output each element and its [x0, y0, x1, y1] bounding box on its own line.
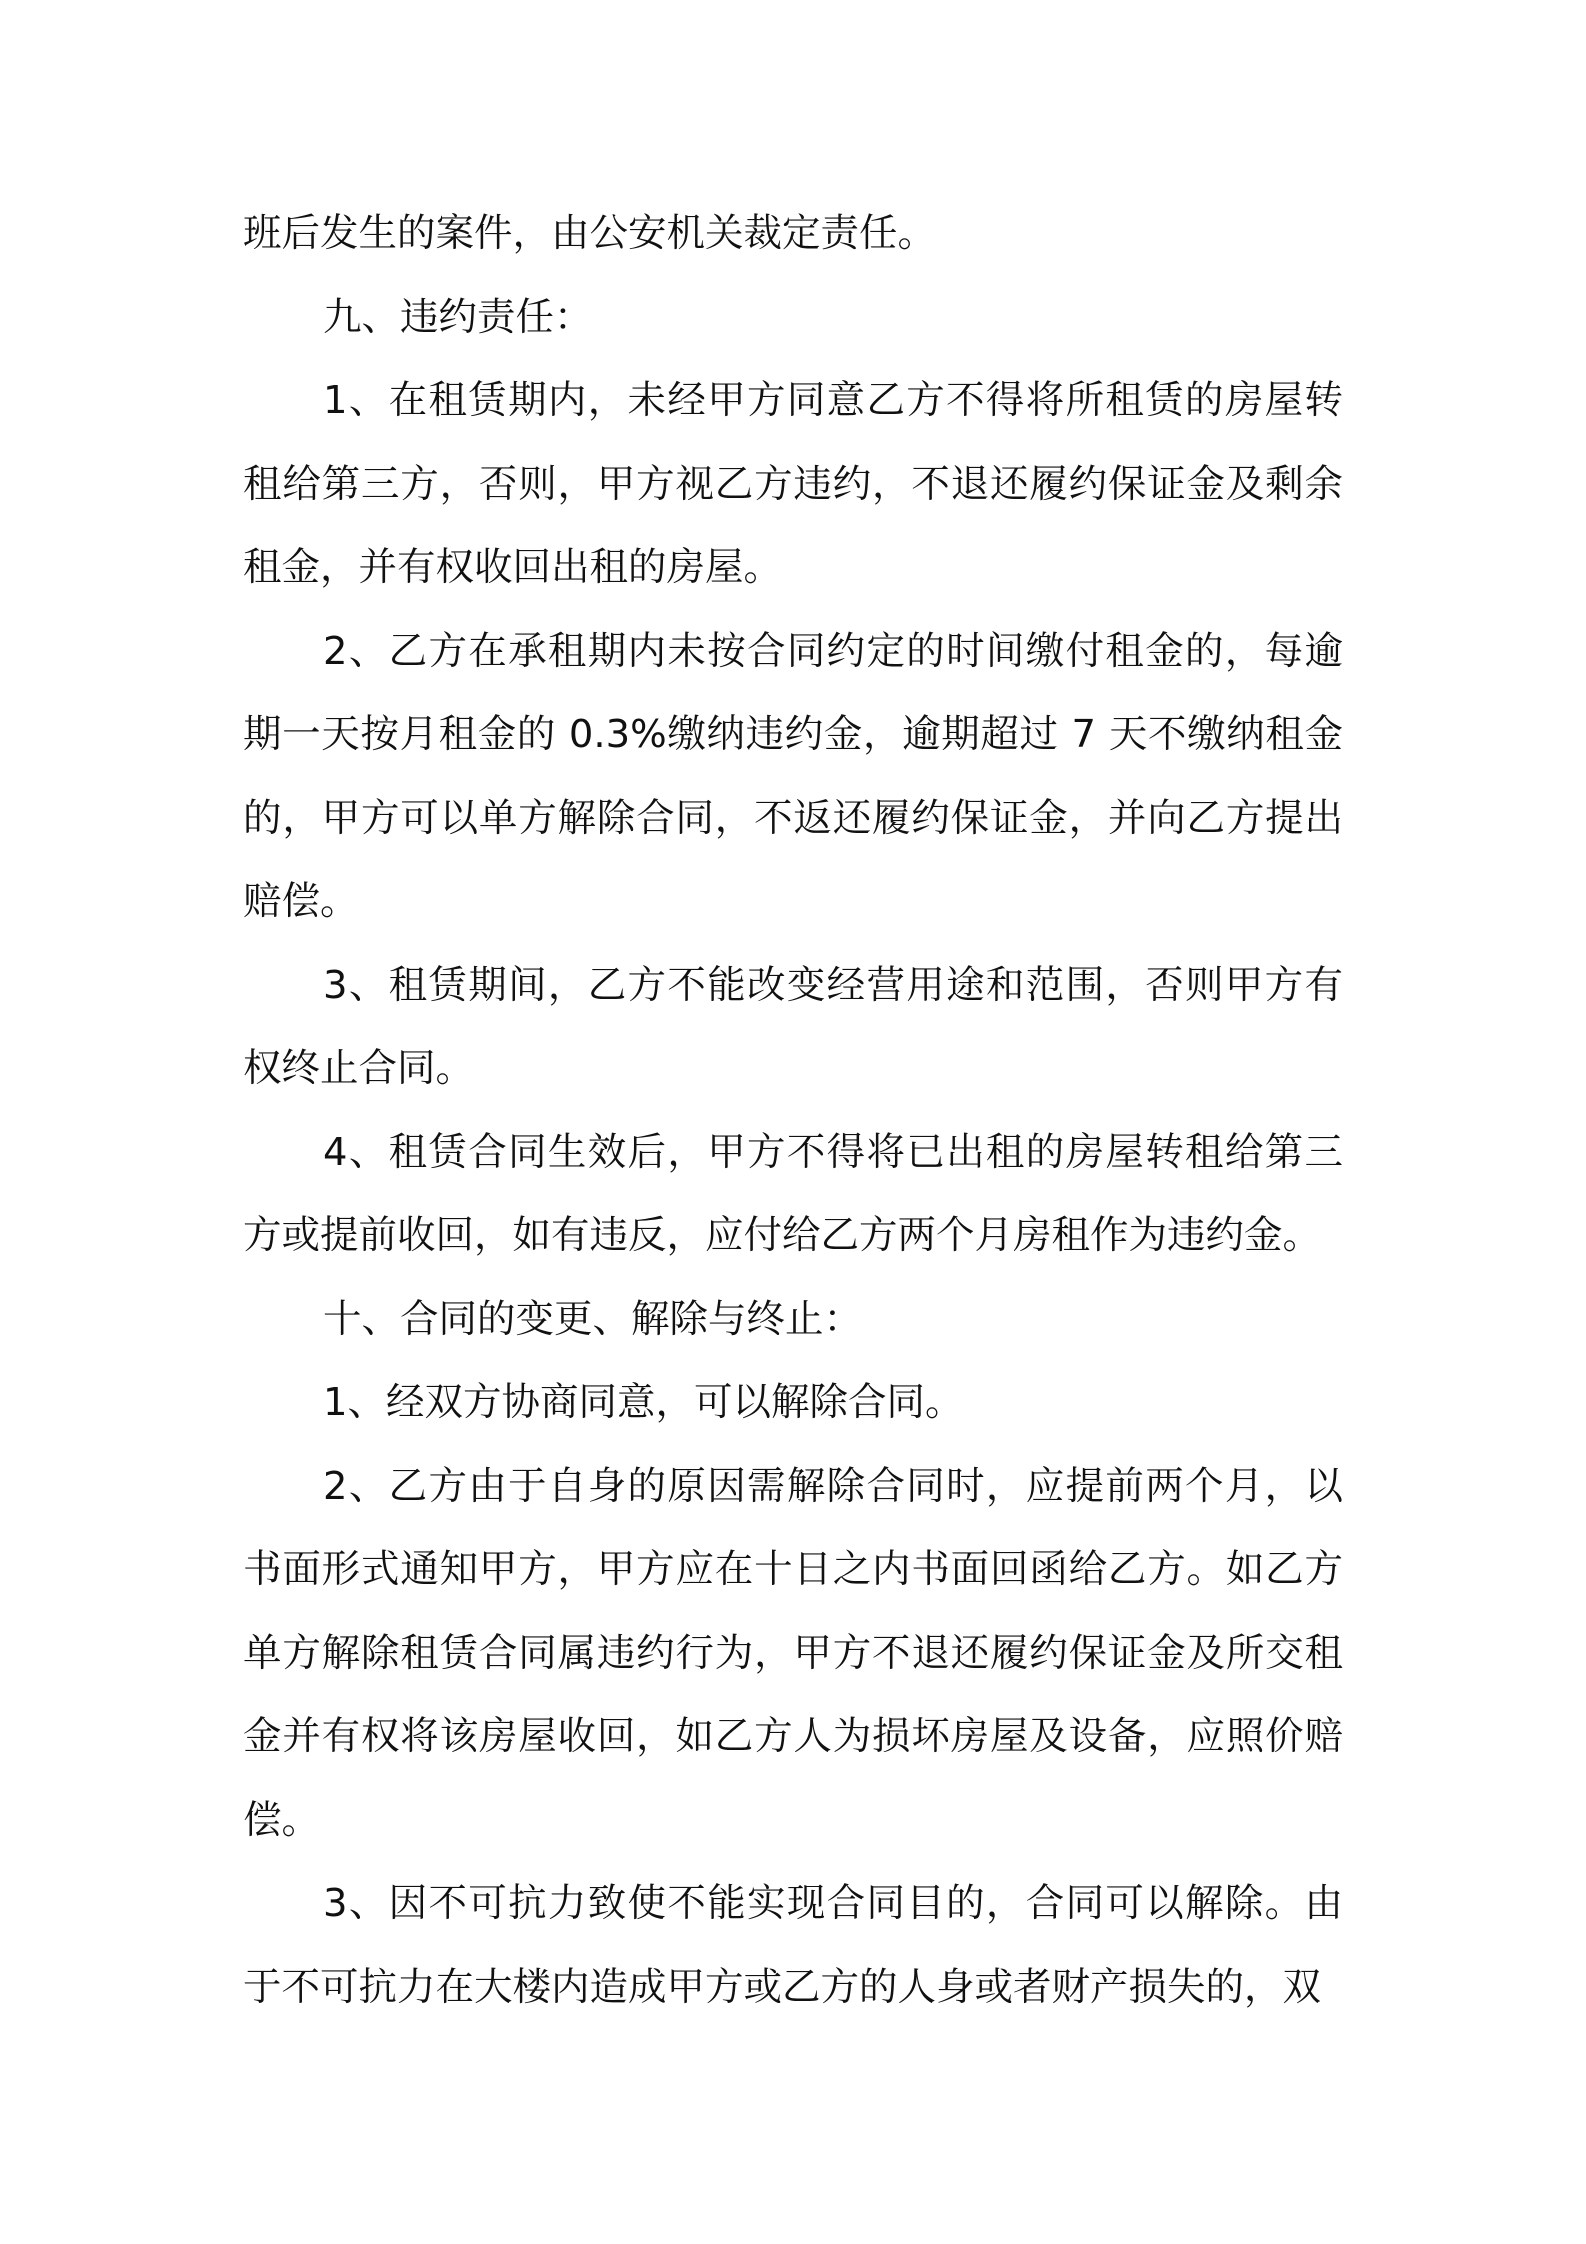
section-heading-termination: 十、合同的变更、解除与终止：: [323, 1296, 863, 1342]
clause-paragraph: 3、因不可抗力致使不能实现合同目的，合同可以解除。由于不可抗力在大楼内造成甲方或乙方的人身或者财产损失的，双: [243, 1881, 1343, 2010]
paragraph-continuation: 班后发生的案件，由公安机关裁定责任。: [243, 211, 937, 256]
clause-paragraph: 4、租赁合同生效后，甲方不得将已出租的房屋转租给第三方或提前收回，如有违反，应付给乙方两个月房租作为违约金。: [243, 1129, 1343, 1258]
clause-paragraph: 3、租赁期间，乙方不能改变经营用途和范围，否则甲方有权终止合同。: [243, 962, 1343, 1091]
clause-paragraph: 2、乙方在承租期内未按合同约定的时间缴付租金的，每逾期一天按月租金的 0.3%缴纳违约金，逾期超过 7 天不缴纳租金的，甲方可以单方解除合同，不返还履约保证金，并向乙方提出赔偿。: [243, 628, 1343, 924]
clause-paragraph: 1、在租赁期内，未经甲方同意乙方不得将所租赁的房屋转租给第三方，否则，甲方视乙方违约，不退还履约保证金及剩余租金，并有权收回出租的房屋。: [243, 378, 1343, 590]
document-body: [243, 192, 1343, 2029]
clause-paragraph: 1、经双方协商同意，可以解除合同。: [323, 1380, 964, 1425]
clause-paragraph: 2、乙方由于自身的原因需解除合同时，应提前两个月，以书面形式通知甲方，甲方应在十日之内书面回函给乙方。如乙方单方解除租赁合同属违约行为，甲方不退还履约保证金及所交租金并有权将该房屋收回，如乙方人为损坏房屋及设备，应照价赔偿。: [243, 1463, 1343, 1843]
section-heading-breach: 九、违约责任：: [323, 294, 593, 340]
